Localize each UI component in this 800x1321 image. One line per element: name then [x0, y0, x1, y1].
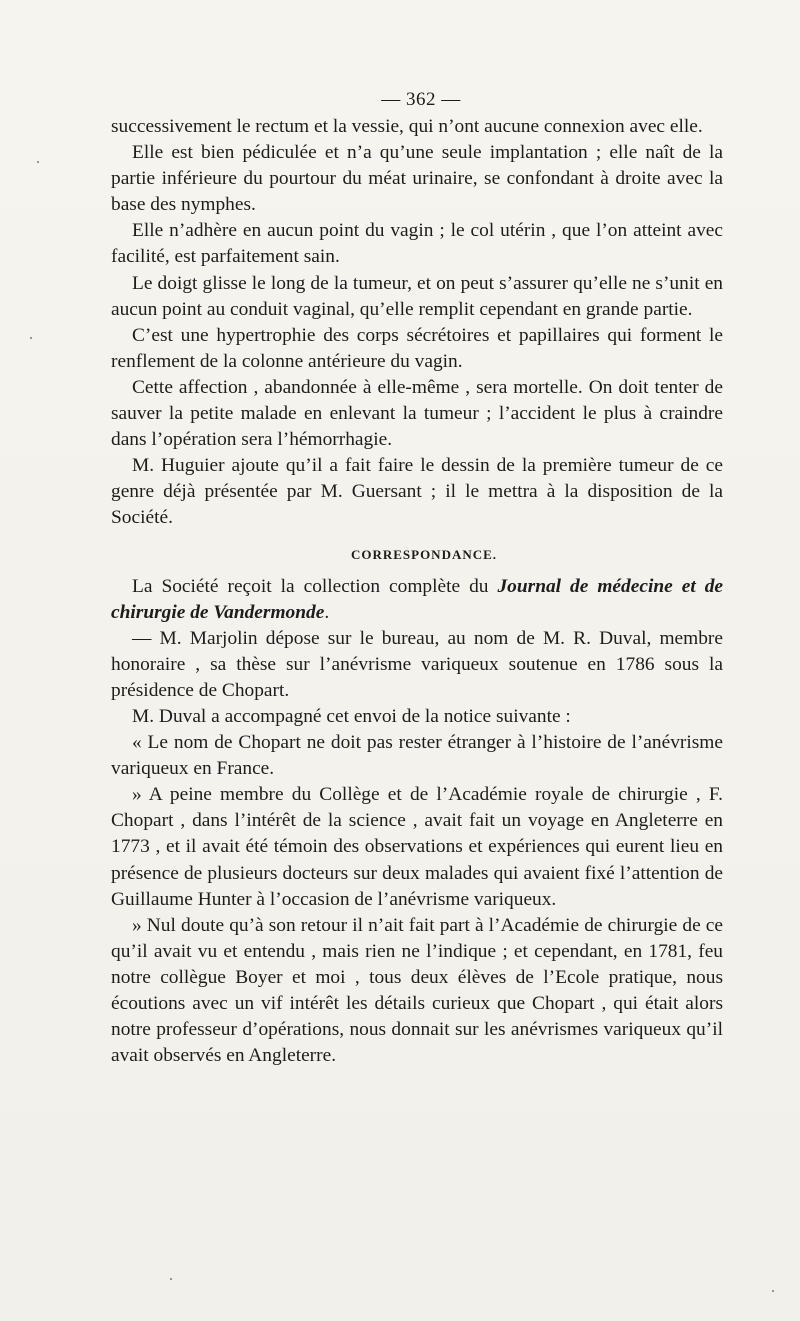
paragraph-text: . — [324, 601, 330, 623]
paragraph-text: La Société reçoit la collection complète du — [132, 575, 498, 597]
paragraph: — M. Marjolin dépose sur le bureau, au nom de M. R. Duval, membre honoraire , sa thèse sur l’anévrisme variqueux soutenue en 1786 sous la présidence de Chopart. — [111, 627, 723, 701]
paragraph: M. Huguier ajoute qu’il a fait faire le dessin de la première tumeur de ce genre déjà présentée par M. Guersant ; il le mettra à la disposition de la Société. — [111, 455, 723, 529]
paragraph: » Nul doute qu’à son retour il n’ait fait part à l’Académie de chirurgie de ce qu’il avait vu et entendu , mais rien ne l’indique ; et cependant, en 1781, feu notre collègue Boyer et moi , tous deux élèves de l’Ecole pratique, nous écoutions avec un vif intérêt les détails curieux que Chopart , qui était alors notre professeur d’opérations, nous donnait sur les anévrismes variqueux qu’il avait observés en Angleterre. — [111, 914, 723, 1067]
journal-title: Journal de médecine et de chirurgie de Vandermonde — [111, 575, 723, 623]
paper-speck — [170, 1278, 172, 1280]
paragraph: Elle est bien pédiculée et n’a qu’une seule implantation ; elle naît de la partie inférieure du pourtour du méat urinaire, se confondant à droite avec la base des nymphes. — [111, 142, 723, 216]
paragraph: Elle n’adhère en aucun point du vagin ; le col utérin , que l’on atteint avec facilité, est parfaitement sain. — [111, 220, 723, 268]
section-heading: CORRESPONDANCE. — [350, 546, 498, 562]
paragraph: C’est une hypertrophie des corps sécrétoires et papillaires qui forment le renflement de la colonne antérieure du vagin. — [111, 324, 723, 372]
paragraph — [111, 574, 723, 626]
paragraph: successivement le rectum et la vessie, qui n’ont aucune connexion avec elle. — [111, 116, 703, 137]
paragraph: « Le nom de Chopart ne doit pas rester étranger à l’histoire de l’anévrisme variqueux en France. — [111, 732, 723, 780]
paper-speck — [772, 1290, 774, 1292]
paragraph: M. Duval a accompagné cet envoi de la notice suivante : — [132, 705, 571, 727]
paper-speck — [37, 161, 39, 163]
paragraph: » A peine membre du Collège et de l’Académie royale de chirurgie , F. Chopart , dans l’intérêt de la science , avait fait un voyage en Angleterre en 1773 , et il avait été témoin des observations et expériences qui eurent lieu en présence de plusieurs docteurs sur deux malades qui avaient fixé l’attention de Guillaume Hunter à l’occasion de l’anévrisme variqueux. — [111, 784, 723, 910]
page-number: — 362 — — [381, 89, 461, 110]
paper-speck — [30, 337, 32, 339]
paragraph: Le doigt glisse le long de la tumeur, et on peut s’assurer qu’elle ne s’unit en aucun point au conduit vaginal, qu’elle remplit cependant en grande partie. — [111, 272, 723, 320]
paragraph: Cette affection , abandonnée à elle-même , sera mortelle. On doit tenter de sauver la petite malade en enlevant la tumeur ; l’accident le plus à craindre dans l’opération sera l’hémorrhagie. — [111, 376, 723, 451]
page-text — [111, 88, 723, 1069]
